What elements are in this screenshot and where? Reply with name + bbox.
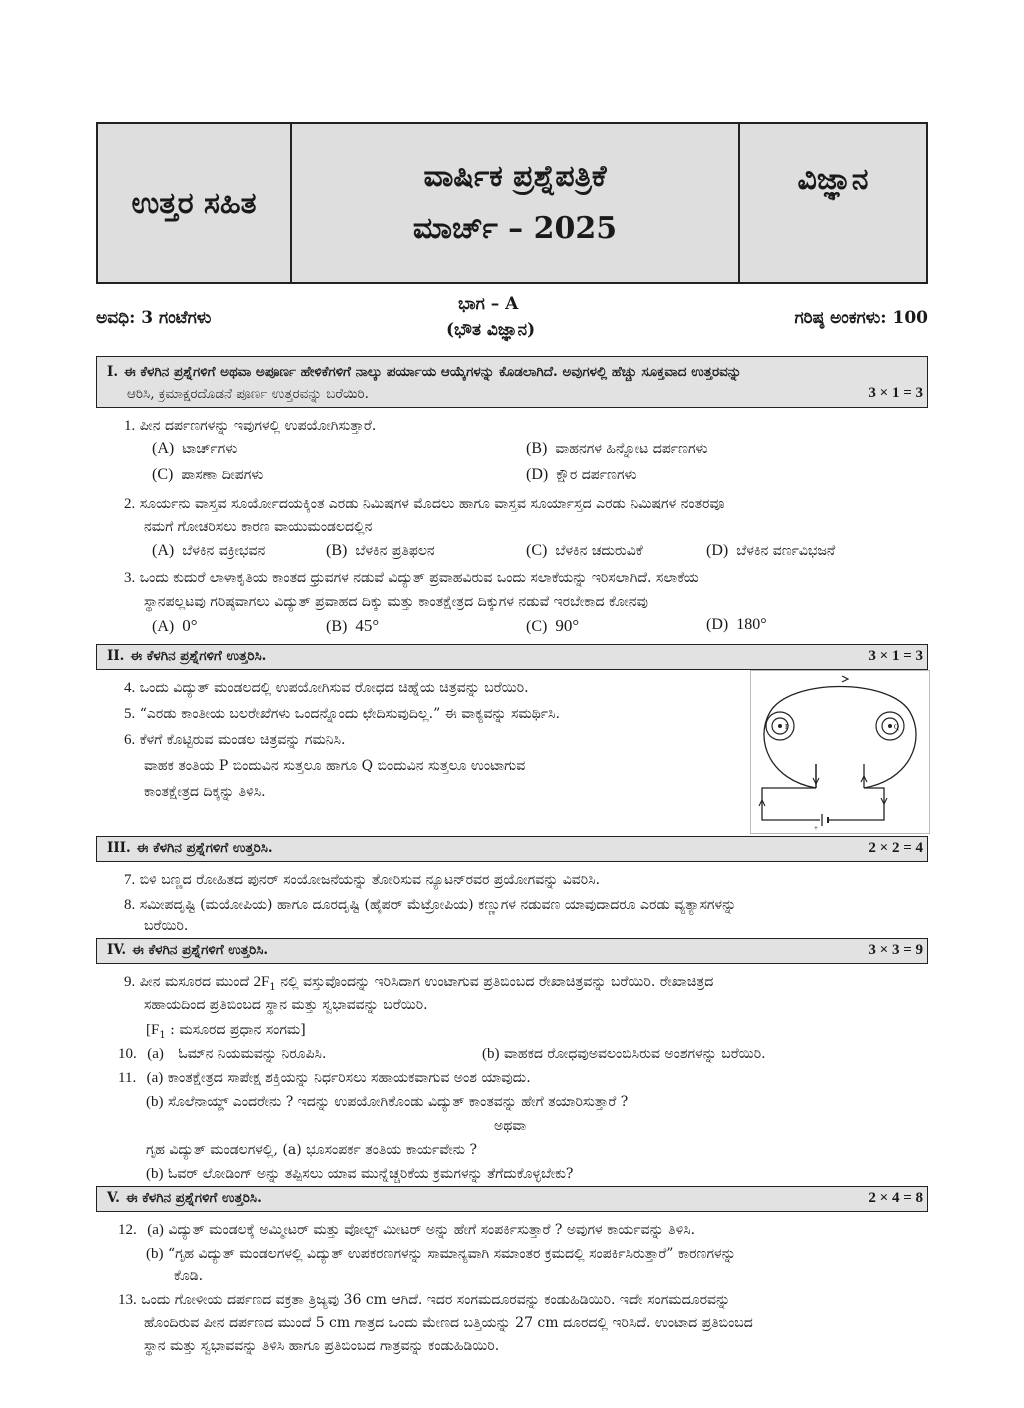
q11-alt-b-text: ಓವರ್ ಲೋಡಿಂಗ್ ಅನ್ನು ತಪ್ಪಿಸಲು ಯಾವ ಮುನ್ನೆಚ್ಚರಿಕೆಯ ಕ್ರಮಗಳನ್ನು ತೆಗೆದುಕೊಳ್ಳಬೇಕು? (167, 1166, 574, 1182)
section-4-bar (96, 938, 928, 964)
question-10-b (482, 1042, 766, 1066)
question-text: ಬಿಳಿ ಬಣ್ಣದ ರೋಹಿತದ ಪುನರ್ ಸಂಯೋಜನೆಯನ್ನು ತೋರಿಸುವ ನ್ಯೂಟನ್‌ರವರ ಪ್ರಯೋಗವನ್ನು ವಿವರಿಸಿ. (139, 872, 601, 888)
point-p (778, 724, 782, 728)
section-5-bar (96, 1186, 928, 1212)
question-6-line3: ಕಾಂತಕ್ಷೇತ್ರದ ದಿಕ್ಕನ್ನು ತಿಳಿಸಿ. (144, 784, 266, 800)
option-text: ಪಾಸಣಾ ದೀಪಗಳು (181, 467, 264, 483)
q11-b-text: ಸೊಲೆನಾಯ್ಡ್ ಎಂದರೇನು ? ಇದನ್ನು ಉಪಯೋಗಿಕೊಂಡು ವಿದ್ಯುತ್ ಕಾಂತವನ್ನು ಹೇಗೆ ತಯಾರಿಸುತ್ತಾರೆ ? (167, 1094, 629, 1110)
section-3-roman: III. (107, 840, 131, 856)
option-label: (C) (152, 466, 174, 483)
question-number: 2. (124, 496, 136, 512)
option-label: (D) (706, 542, 729, 559)
section-3-instruction: ಈ ಕೆಳಗಿನ ಪ್ರಶ್ನೆಗಳಿಗೆ ಉತ್ತರಿಸಿ. (136, 840, 273, 856)
q11-alt-b-label: (b) (146, 1166, 164, 1182)
section-4-roman: IV. (107, 942, 127, 958)
question-13 (118, 1288, 730, 1312)
answers-included-label (98, 124, 292, 282)
part-label: ಭಾಗ – A (458, 294, 519, 314)
question-8-line2: ಬರೆಯಿರಿ. (144, 918, 189, 934)
header-left-text: ಉತ್ತರ ಸಹಿತ (131, 185, 257, 221)
section-5-roman: V. (107, 1190, 120, 1206)
option-label: (C) (526, 542, 548, 559)
option-label: (B) (326, 542, 348, 559)
option-text: ಬೆಳಕಿನ ವಕ್ರೀಭವನ (182, 543, 266, 559)
question-12 (118, 1218, 695, 1242)
q2-option-c (526, 542, 643, 560)
option-label: (C) (526, 618, 548, 635)
question-number: 6. (124, 732, 136, 748)
q12-a-text: ವಿದ್ಯುತ್ ಮಂಡಲಕ್ಕೆ ಅಮ್ಮೀಟರ್ ಮತ್ತು ವೋಲ್ಟ್ ಮೀಟರ್ ಅನ್ನು ಹೇಗೆ ಸಂಪರ್ಕಿಸುತ್ತಾರೆ ? ಅವುಗಳ ಕಾರ್ಯವನ್ನು ತಿಳಿಸಿ. (168, 1222, 696, 1238)
duration: ಅವಧಿ: 3 ಗಂಟೆಗಳು (96, 308, 212, 328)
question-11-alt-b (146, 1162, 573, 1186)
section-1-instruction-line1: ಈ ಕೆಳಗಿನ ಪ್ರಶ್ನೆಗಳಿಗೆ ಅಥವಾ ಅಪೂರ್ಣ ಹೇಳಿಕೆಗಳಿಗೆ ನಾಲ್ಕು ಪರ್ಯಾಯ ಆಯ್ಕೆಗಳನ್ನು ಕೊಡಲಾಗಿದೆ. ಅವುಗಳಲ್ಲಿ ಹೆಚ್ಚು ಸೂಕ್ತವಾದ ಉತ್ತರವನ್ನು (124, 364, 742, 380)
question-2 (124, 492, 725, 516)
section-4-instruction: ಈ ಕೆಳಗಿನ ಪ್ರಶ್ನೆಗಳಿಗೆ ಉತ್ತರಿಸಿ. (132, 942, 269, 958)
q9-2f: 2F (253, 974, 270, 990)
question-11-b (146, 1090, 628, 1114)
question-number: 12. (118, 1222, 137, 1238)
q1-option-b (526, 440, 708, 458)
question-11 (118, 1066, 531, 1090)
q11-b-label: (b) (146, 1094, 164, 1110)
q3-option-c (526, 616, 579, 636)
section-5-instruction: ಈ ಕೆಳಗಿನ ಪ್ರಶ್ನೆಗಳಿಗೆ ಉತ್ತರಿಸಿ. (125, 1190, 262, 1206)
question-text-line1: ಒಂದು ಕುದುರೆ ಲಾಳಾಕೃತಿಯ ಕಾಂತದ ಧ್ರುವಗಳ ನಡುವೆ ವಿದ್ಯುತ್ ಪ್ರವಾಹವಿರುವ ಒಂದು ಸಲಾಕೆಯನ್ನು ಇರಿಸಲಾಗಿದೆ. ಸಲಾಕೆಯ (139, 570, 699, 586)
question-10 (118, 1042, 326, 1066)
question-12-b-line2: ಕೊಡಿ. (174, 1268, 204, 1284)
question-text-line1: ಸಮೀಪದೃಷ್ಟಿ (ಮಯೋಪಿಯ) ಹಾಗೂ ದೂರದೃಷ್ಟಿ (ಹೈಪರ್ ಮೆಟ್ರೋಪಿಯ) ಕಣ್ಣುಗಳ ನಡುವಣ ಯಾವುದಾದರೂ ಎರಡು ವ್ಯತ್ಯಾಸಗಳನ್ನು (139, 897, 737, 913)
option-label: (A) (152, 542, 175, 559)
question-4 (124, 676, 529, 700)
option-label: (A) (152, 440, 175, 457)
or-divider: ಅಥವಾ (494, 1118, 527, 1134)
question-text: ಪೀನ ದರ್ಪಣಗಳನ್ನು ಇವುಗಳಲ್ಲಿ ಉಪಯೋಗಿಸುತ್ತಾರೆ. (139, 418, 377, 434)
option-text: ಬೆಳಕಿನ ಚದುರುವಿಕೆ (555, 543, 643, 559)
option-label: (D) (526, 466, 549, 483)
figure-border (751, 671, 930, 834)
option-text: ಬೆಳಕಿನ ಪ್ರತಿಫಲನ (355, 543, 435, 559)
max-marks: ಗರಿಷ್ಠ ಅಂಕಗಳು: 100 (794, 308, 928, 328)
question-number: 9. (124, 974, 136, 990)
q2-option-d (706, 542, 835, 560)
question-number: 1. (124, 418, 136, 434)
q1-option-d (526, 466, 637, 484)
note-sub: 1 (159, 1029, 166, 1041)
q12-b-label: (b) (146, 1246, 164, 1262)
section-2-marks: 3 × 1 = 3 (868, 648, 923, 664)
section-1-roman: I. (107, 364, 119, 380)
question-text: “ಎರಡು ಕಾಂತೀಯ ಬಲರೇಖೆಗಳು ಒಂದನ್ನೊಂದು ಛೇದಿಸುವುದಿಲ್ಲ.” ಈ ವಾಕ್ಯವನ್ನು ಸಮರ್ಥಿಸಿ. (139, 706, 560, 722)
header-box (96, 122, 928, 284)
q9-text-a: ಪೀನ ಮಸೂರದ ಮುಂದೆ (139, 974, 254, 990)
section-1-bar (96, 356, 928, 408)
question-7 (124, 868, 600, 892)
question-8 (124, 893, 736, 917)
section-3-bar (96, 836, 928, 862)
question-number: 4. (124, 680, 136, 696)
question-number: 3. (124, 570, 136, 586)
question-13-line3: ಸ್ಥಾನ ಮತ್ತು ಸ್ವಭಾವವನ್ನು ತಿಳಿಸಿ ಹಾಗೂ ಪ್ರತಿಬಿಂಬದ ಗಾತ್ರವನ್ನು ಕಂಡುಹಿಡಿಯಿರಿ. (144, 1338, 500, 1354)
question-text-line1: ಕೆಳಗೆ ಕೊಟ್ಟಿರುವ ಮಂಡಲ ಚಿತ್ರವನ್ನು ಗಮನಿಸಿ. (139, 732, 346, 748)
q13-line1: ಒಂದು ಗೋಳೀಯ ದರ್ಪಣದ ವಕ್ರತಾ ತ್ರಿಜ್ಯವು 36 cm ಆಗಿದೆ. ಇದರ ಸಂಗಮದೂರವನ್ನು ಕಂಡುಹಿಡಿಯಿರಿ. ಇದೇ ಸಂಗಮದೂರವನ್ನು (141, 1292, 731, 1308)
section-3-marks: 2 × 2 = 4 (868, 840, 923, 856)
question-6 (124, 728, 345, 752)
exam-title (292, 124, 740, 282)
option-text: 180° (736, 616, 767, 633)
q10-b-text: ವಾಹಕದ ರೋಧವುಅವಲಂಬಿಸಿರುವ ಅಂಶಗಳನ್ನು ಬರೆಯಿರಿ. (503, 1046, 766, 1062)
exam-title-line2: ಮಾರ್ಚ್ – 2025 (412, 211, 618, 246)
section-1-instruction-line2: ಆರಿಸಿ, ಕ್ರಮಾಕ್ಷರದೊಡನೆ ಪೂರ್ಣ ಉತ್ತರವನ್ನು ಬರೆಯಿರಿ. (127, 386, 369, 402)
q10-a-label: (a) (147, 1046, 164, 1062)
label-q: Q (894, 723, 900, 731)
circuit-figure (750, 670, 930, 834)
option-text: ಟಾರ್ಚ್‌ಗಳು (182, 441, 238, 457)
wire-bottom-left (762, 788, 820, 820)
option-text: ಬೆಳಕಿನ ವರ್ಣವಿಭಜನೆ (736, 543, 836, 559)
current-arrow (842, 676, 848, 682)
question-6-line2: ವಾಹಕ ತಂತಿಯ P ಬಿಂದುವಿನ ಸುತ್ತಲೂ ಹಾಗೂ Q ಬಿಂದುವಿನ ಸುತ್ತಲೂ ಉಂಟಾಗುವ (144, 758, 526, 774)
q10-b-label: (b) (482, 1046, 500, 1062)
section-1-marks: 3 × 1 = 3 (868, 385, 923, 401)
q9-2f-sub: 1 (269, 981, 276, 993)
note-b: : ಮಸೂರದ ಪ್ರಧಾನ ಸಂಗಮ] (165, 1022, 306, 1038)
option-label: (B) (326, 618, 348, 635)
q10-a-text: ಓಮ್‌ನ ನಿಯಮವನ್ನು ನಿರೂಪಿಸಿ. (178, 1046, 327, 1062)
battery-plus: + (814, 824, 818, 832)
question-number: 8. (124, 897, 136, 913)
subject-title: ವಿಜ್ಞಾನ (797, 162, 869, 197)
question-1 (124, 414, 376, 438)
part-subject: (ಭೌತ ವಿಜ್ಞಾನ) (446, 320, 536, 340)
option-label: (D) (706, 616, 729, 633)
question-3-line2: ಸ್ಥಾನಪಲ್ಲಟವು ಗರಿಷ್ಠವಾಗಲು ವಿದ್ಯುತ್ ಪ್ರವಾಹದ ದಿಕ್ಕು ಮತ್ತು ಕಾಂತಕ್ಷೇತ್ರದ ದಿಕ್ಕುಗಳ ನಡುವೆ ಇರಬೇಕಾದ ಕೋನವು (144, 594, 648, 610)
question-9-line2: ಸಹಾಯದಿಂದ ಪ್ರತಿಬಿಂಬದ ಸ್ಥಾನ ಮತ್ತು ಸ್ವಭಾವವನ್ನು ಬರೆಯಿರಿ. (144, 997, 428, 1013)
q11-a-label: (a) (146, 1070, 164, 1086)
q12-a-label: (a) (147, 1222, 164, 1238)
question-12-b (146, 1242, 736, 1266)
label-p: P (785, 723, 789, 731)
q2-option-a (152, 542, 265, 560)
option-text: 90° (555, 616, 580, 635)
wire-loop (764, 687, 916, 789)
option-text: ಕ್ಷೌರ ದರ್ಪಣಗಳು (556, 467, 637, 483)
option-label: (A) (152, 618, 175, 635)
question-13-line2: ಹೊಂದಿರುವ ಪೀನ ದರ್ಪಣದ ಮುಂದೆ 5 cm ಗಾತ್ರದ ಒಂದು ಮೇಣದ ಬತ್ತಿಯನ್ನು 27 cm ದೂರದಲ್ಲಿ ಇರಿಸಿದೆ. ಉಂಟಾದ ಪ್ರತಿಬಿಂಬದ (144, 1315, 753, 1331)
question-11-alt-line1: ಗೃಹ ವಿದ್ಯುತ್ ಮಂಡಲಗಳಲ್ಲಿ, (a) ಭೂಸಂಪರ್ಕ ತಂತಿಯ ಕಾರ್ಯವೇನು ? (146, 1142, 477, 1158)
question-text-line1: ಸೂರ್ಯನು ವಾಸ್ತವ ಸೂರ್ಯೋದಯಕ್ಕಿಂತ ಎರಡು ನಿಮಿಷಗಳ ಮೊದಲು ಹಾಗೂ ವಾಸ್ತವ ಸೂರ್ಯಾಸ್ತದ ಎರಡು ನಿಮಿಷಗಳ ನಂತರವೂ (139, 496, 725, 512)
option-text: 45° (355, 616, 380, 635)
q1-option-a (152, 440, 237, 458)
section-2-roman: II. (107, 648, 125, 664)
wire-bottom-right (860, 788, 884, 820)
section-4-marks: 3 × 3 = 9 (868, 942, 923, 958)
option-text: ವಾಹನಗಳ ಹಿನ್ನೋಟ ದರ್ಪಣಗಳು (555, 441, 708, 457)
question-number: 13. (118, 1292, 137, 1308)
q12-b-line1: “ಗೃಹ ವಿದ್ಯುತ್ ಮಂಡಲಗಳಲ್ಲಿ ವಿದ್ಯುತ್ ಉಪಕರಣಗಳನ್ನು ಸಾಮಾನ್ಯವಾಗಿ ಸಮಾಂತರ ಕ್ರಮದಲ್ಲಿ ಸಂಪರ್ಕಿಸಿರುತ್ತಾರೆ” ಕಾರಣಗಳನ್ನು (167, 1246, 736, 1262)
question-5 (124, 702, 560, 726)
q11-a-text: ಕಾಂತಕ್ಷೇತ್ರದ ಸಾಪೇಕ್ಷ ಶಕ್ತಿಯನ್ನು ನಿರ್ಧರಿಸಲು ಸಹಾಯಕವಾಗುವ ಅಂಶ ಯಾವುದು. (167, 1070, 531, 1086)
subject-cell (740, 124, 926, 282)
question-number: 5. (124, 706, 136, 722)
q9-text-b: ನಲ್ಲಿ ವಸ್ತುವೊಂದನ್ನು ಇರಿಸಿದಾಗ ಉಂಟಾಗುವ ಪ್ರತಿಬಿಂಬದ ರೇಖಾಚಿತ್ರವನ್ನು ಬರೆಯಿರಿ. ರೇಖಾಚಿತ್ರದ (275, 974, 714, 990)
note-a: [F (146, 1022, 160, 1038)
q3-option-d (706, 616, 767, 634)
point-q (888, 724, 892, 728)
q3-option-a (152, 616, 198, 636)
option-text: 0° (182, 616, 198, 635)
q2-option-b (326, 542, 435, 560)
option-label: (B) (526, 440, 548, 457)
question-text: ಒಂದು ವಿದ್ಯುತ್ ಮಂಡಲದಲ್ಲಿ ಉಪಯೋಗಿಸುವ ರೋಧದ ಚಿಹ್ನೆಯ ಚಿತ್ರವನ್ನು ಬರೆಯಿರಿ. (139, 680, 529, 696)
section-2-instruction: ಈ ಕೆಳಗಿನ ಪ್ರಶ್ನೆಗಳಿಗೆ ಉತ್ತರಿಸಿ. (130, 648, 267, 664)
question-number: 10. (118, 1046, 137, 1062)
question-number: 11. (118, 1070, 137, 1086)
q1-option-c (152, 466, 263, 484)
exam-title-line1: ವಾರ್ಷಿಕ ಪ್ರಶ್ನೆಪತ್ರಿಕೆ (423, 159, 607, 194)
q3-option-b (326, 616, 379, 636)
question-number: 7. (124, 872, 136, 888)
question-3 (124, 566, 699, 590)
section-2-bar (96, 644, 928, 670)
section-5-marks: 2 × 4 = 8 (868, 1190, 923, 1206)
question-2-line2: ನಮಗೆ ಗೋಚರಿಸಲು ಕಾರಣ ವಾಯುಮಂಡಲದಲ್ಲಿನ (144, 519, 373, 535)
